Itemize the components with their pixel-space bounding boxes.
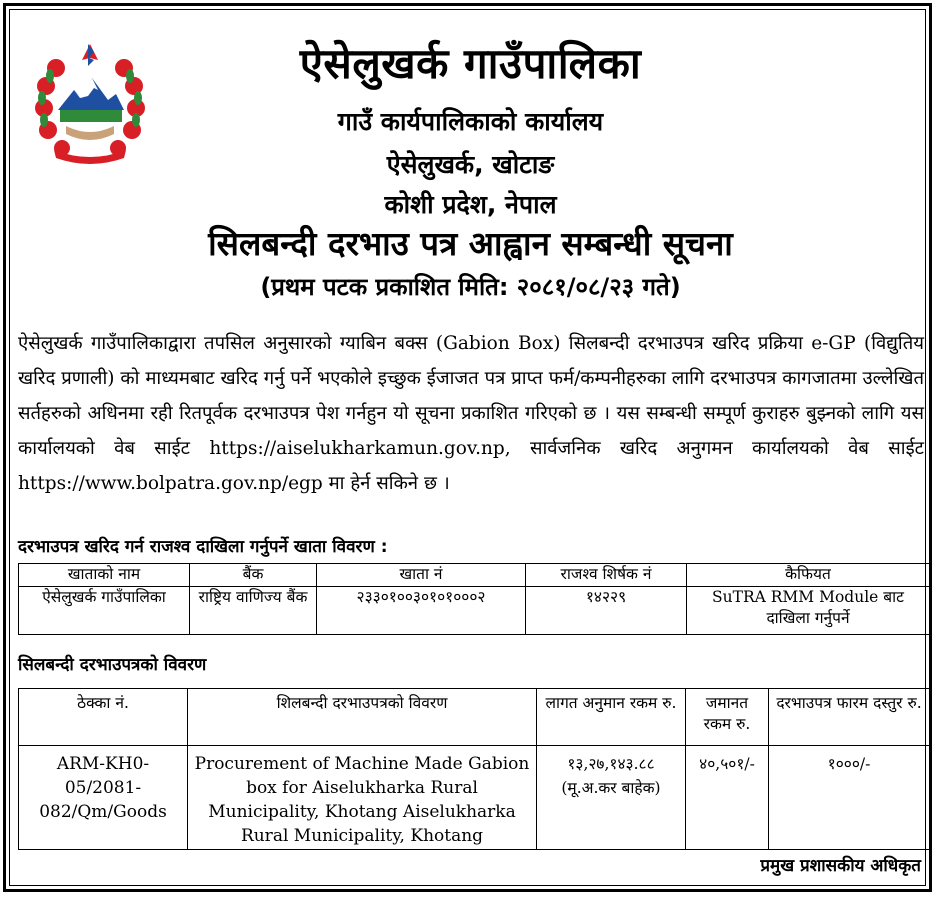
account-number: २३३०१००३०१०१०००२ (317, 587, 526, 635)
municipality-name: ऐसेलुखर्क गाउँपालिका (299, 39, 642, 88)
account-table-header (19, 564, 930, 587)
bid-description: Procurement of Machine Made Gabion box for Aiselukharka Rural Municipality, Khotang Aiselukharka Rural Municipality, Khotang (188, 746, 537, 850)
office-name: गाउँ कार्यपालिकाको कार्यालय (337, 107, 604, 136)
cost-estimate: १३,२७,१४३.८८ (मू.अ.कर बाहेक) (537, 746, 686, 850)
contract-number: ARM-KH0-05/2081-082/Qm/Goods (19, 746, 188, 850)
notice-title: सिलबन्दी दरभाउ पत्र आह्वान सम्बन्धी सूचना (208, 224, 733, 263)
account-section-heading: दरभाउपत्र खरिद गर्न राजश्व दाखिला गर्नुपर्ने खाता विवरण : (18, 537, 388, 557)
form-fee: १०००/- (769, 746, 930, 850)
col-cost-estimate: लागत अनुमान रकम रु. (537, 689, 686, 746)
col-bid-description: शिलबन्दी दरभाउपत्रको विवरण (188, 689, 537, 746)
col-account-number: खाता नं (317, 564, 526, 587)
signature-title: प्रमुख प्रशासकीय अधिकृत (760, 856, 921, 876)
col-bank: बैंक (190, 564, 317, 587)
account-table (18, 563, 930, 635)
notice-body (18, 326, 924, 501)
office-location: ऐसेलुखर्क, खोटाङ (386, 150, 555, 179)
remarks: SuTRA RMM Module बाट दाखिला गर्नुपर्ने (687, 587, 930, 635)
account-name: ऐसेलुखर्क गाउँपालिका (19, 587, 190, 635)
table-row (19, 746, 930, 850)
col-revenue-code: राजश्व शिर्षक नं (526, 564, 687, 587)
publish-date: (प्रथम पटक प्रकाशित मिति: २०८१/०८/२३ गते) (260, 273, 681, 301)
bid-table-header (19, 689, 930, 746)
col-bid-security: जमानत रकम रु. (686, 689, 769, 746)
revenue-code: १४२२९ (526, 587, 687, 635)
table-row (19, 587, 930, 635)
col-contract-number: ठेक्का नं. (19, 689, 188, 746)
province-country: कोशी प्रदेश, नेपाल (384, 190, 557, 219)
notice-paragraph: ऐसेलुखर्क गाउँपालिकाद्वारा तपसिल अनुसारको ग्याबिन बक्स (Gabion Box) सिलबन्दी दरभाउपत्र खरिद प्रक्रिया e-GP (विद्युतिय खरिद प्रणाली) को माध्यमबाट खरिद गर्नु पर्ने भएकोले इच्छुक ईजाजत पत्र प्राप्त फर्म/कम्पनीहरुका लागि दरभाउपत्र कागजातमा उल्लेखित सर्तहरुको अधिनमा रही रितपूर्वक दरभाउपत्र पेश गर्नहुन यो सूचना प्रकाशित गरिएको छ । यस सम्बन्धी सम्पूर्ण कुराहरु बुझ्नको लागि यस कार्यालयको वेब साईट https://aiselukharkamun.gov.np, सार्वजनिक खरिद अनुगमन कार्यालयको वेब साईट https://www.bolpatra.gov.np/egp मा हेर्न सकिने छ । (18, 333, 924, 494)
bank-name: राष्ट्रिय वाणिज्य बैंक (190, 587, 317, 635)
bid-security: ४०,५०१/- (686, 746, 769, 850)
col-form-fee: दरभाउपत्र फारम दस्तुर रु. (769, 689, 930, 746)
col-account-name: खाताको नाम (19, 564, 190, 587)
col-remarks: कैफियत (687, 564, 930, 587)
bid-table (18, 688, 930, 850)
bid-section-heading: सिलबन्दी दरभाउपत्रको विवरण (18, 655, 207, 675)
